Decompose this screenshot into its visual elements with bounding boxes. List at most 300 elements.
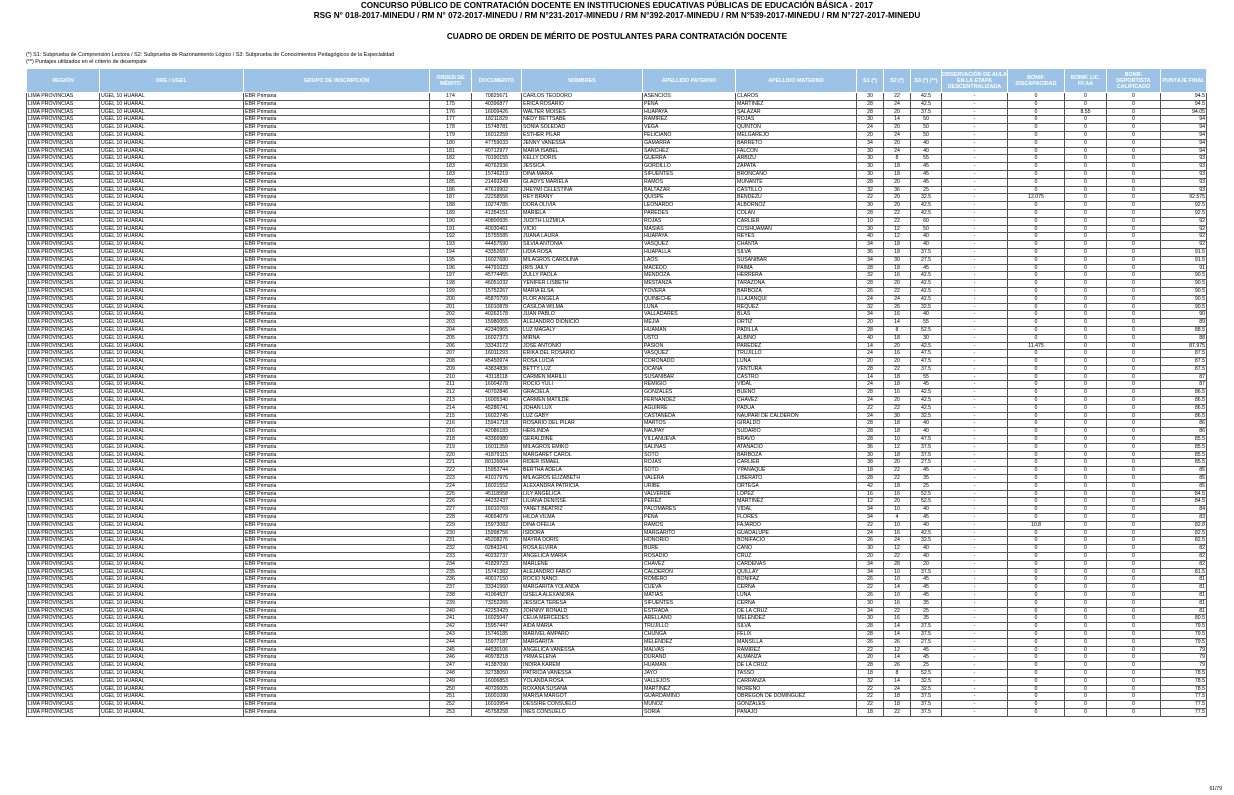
table-row xyxy=(27,693,1207,701)
table-cell: 0 xyxy=(1008,482,1065,490)
table-cell: 0 xyxy=(1008,202,1065,210)
table-cell: - xyxy=(942,295,1008,303)
column-header: DOCUMENTO xyxy=(472,69,522,93)
table-cell: 0 xyxy=(1065,623,1107,631)
table-cell: 0 xyxy=(1008,334,1065,342)
table-cell: PAREDES xyxy=(643,209,736,217)
table-cell: - xyxy=(942,638,1008,646)
table-cell: ORTIZ xyxy=(736,319,857,327)
footnote-subpruebas: (*) S1: Subprueba de Comprensión Lectora / S2: Subprueba de Razonamiento Lógico / S3: Subprueba de Conocimientos Pedagógicos de la Especialidad xyxy=(26,52,395,58)
table-cell: 94 xyxy=(1161,116,1207,124)
table-cell: 41017976 xyxy=(472,475,522,483)
table-cell: CORONADO xyxy=(643,358,736,366)
table-cell: 55 xyxy=(911,373,942,381)
table-cell: 16 xyxy=(884,599,911,607)
table-cell: - xyxy=(942,537,1008,545)
table-cell: 0 xyxy=(1107,108,1161,116)
table-cell: 191 xyxy=(430,225,472,233)
table-cell: 241 xyxy=(430,615,472,623)
table-cell: VASQUEZ xyxy=(643,350,736,358)
table-cell: 0 xyxy=(1107,381,1161,389)
table-cell: 0 xyxy=(1008,365,1065,373)
table-cell: - xyxy=(942,428,1008,436)
table-cell: 82.5 xyxy=(1161,529,1207,537)
table-row xyxy=(27,584,1207,592)
table-cell: 0 xyxy=(1008,319,1065,327)
table-cell: 0 xyxy=(1008,459,1065,467)
table-cell: 92 xyxy=(1161,225,1207,233)
table-cell: 0 xyxy=(1065,506,1107,514)
table-cell: 34 xyxy=(857,560,884,568)
table-cell: EBR Primaria xyxy=(244,654,430,662)
table-cell: 0 xyxy=(1065,553,1107,561)
column-header: BONIF. DEPORTISTA CALIFICADO xyxy=(1107,69,1161,93)
table-cell: 34 xyxy=(857,506,884,514)
column-header: S3 (*) (**) xyxy=(911,69,942,93)
table-cell: VALLADARES xyxy=(643,311,736,319)
table-cell: 20 xyxy=(857,131,884,139)
table-cell: 15741382 xyxy=(472,568,522,576)
table-cell: LIMA PROVINCIAS xyxy=(27,553,100,561)
table-cell: EBR Primaria xyxy=(244,490,430,498)
table-row xyxy=(27,202,1207,210)
table-cell: 34 xyxy=(857,241,884,249)
table-cell: BURE xyxy=(643,545,736,553)
table-cell: 42253429 xyxy=(472,607,522,615)
table-cell: UGEL 10 HUARAL xyxy=(100,373,244,381)
table-cell: 208 xyxy=(430,358,472,366)
table-cell: EBR Primaria xyxy=(244,241,430,249)
table-cell: ALMANZA xyxy=(736,654,857,662)
table-cell: - xyxy=(942,287,1008,295)
table-cell: 30 xyxy=(857,615,884,623)
table-cell: 233 xyxy=(430,553,472,561)
table-cell: SOTO xyxy=(643,467,736,475)
table-cell: LIMA PROVINCIAS xyxy=(27,365,100,373)
table-cell: 0 xyxy=(1107,592,1161,600)
table-cell: 15755585 xyxy=(472,233,522,241)
table-cell: 26 xyxy=(857,287,884,295)
column-header: ORDEN DE MÉRITO xyxy=(430,69,472,93)
table-cell: ESTRADA xyxy=(643,607,736,615)
table-cell: 186 xyxy=(430,186,472,194)
table-cell: EBR Primaria xyxy=(244,194,430,202)
table-cell: 221 xyxy=(430,459,472,467)
table-cell: 87.5 xyxy=(1161,358,1207,366)
column-header: APELLIDO PATERNO xyxy=(643,69,736,93)
table-cell: - xyxy=(942,529,1008,537)
table-cell: CHAVEZ xyxy=(736,397,857,405)
table-cell: 45 xyxy=(911,514,942,522)
table-cell: 0 xyxy=(1008,358,1065,366)
table-cell: UGEL 10 HUARAL xyxy=(100,264,244,272)
table-cell: - xyxy=(942,319,1008,327)
table-cell: 226 xyxy=(430,498,472,506)
table-cell: LIMA PROVINCIAS xyxy=(27,615,100,623)
table-cell: 50 xyxy=(911,124,942,132)
table-cell: UGEL 10 HUARAL xyxy=(100,584,244,592)
table-cell: 0 xyxy=(1065,537,1107,545)
table-cell: UGEL 10 HUARAL xyxy=(100,646,244,654)
table-cell: GIRALDO xyxy=(736,420,857,428)
table-cell: 225 xyxy=(430,490,472,498)
table-cell: LIMA PROVINCIAS xyxy=(27,287,100,295)
table-cell: 70825671 xyxy=(472,93,522,101)
table-cell: - xyxy=(942,576,1008,584)
table-cell: 32 xyxy=(857,303,884,311)
table-cell: 79 xyxy=(1161,654,1207,662)
table-cell: ALEJANDRO DIONICIO xyxy=(522,319,643,327)
table-cell: 28 xyxy=(857,420,884,428)
table-cell: 0 xyxy=(1008,443,1065,451)
table-cell: 214 xyxy=(430,404,472,412)
table-cell: 0 xyxy=(1107,459,1161,467)
table-cell: LIMA PROVINCIAS xyxy=(27,93,100,101)
table-cell: 0 xyxy=(1107,124,1161,132)
table-cell: 0 xyxy=(1008,599,1065,607)
table-cell: 30 xyxy=(857,545,884,553)
table-cell: UGEL 10 HUARAL xyxy=(100,170,244,178)
table-cell: UGEL 10 HUARAL xyxy=(100,319,244,327)
table-cell: 86 xyxy=(1161,428,1207,436)
table-cell: LIMA PROVINCIAS xyxy=(27,459,100,467)
table-cell: 0 xyxy=(1065,404,1107,412)
table-cell: 87.5 xyxy=(1161,350,1207,358)
table-cell: 32 xyxy=(857,677,884,685)
table-row xyxy=(27,630,1207,638)
table-cell: EBR Primaria xyxy=(244,311,430,319)
table-cell: 12 xyxy=(884,545,911,553)
table-cell: 8 xyxy=(884,155,911,163)
table-cell: 228 xyxy=(430,514,472,522)
table-cell: - xyxy=(942,381,1008,389)
table-cell: KELLY DORIS xyxy=(522,155,643,163)
table-cell: EBR Primaria xyxy=(244,233,430,241)
table-cell: LIMA PROVINCIAS xyxy=(27,420,100,428)
table-cell: - xyxy=(942,662,1008,670)
table-cell: 02843241 xyxy=(472,545,522,553)
table-cell: 0 xyxy=(1065,459,1107,467)
table-cell: 40726005 xyxy=(472,685,522,693)
table-cell: 0 xyxy=(1065,334,1107,342)
table-cell: 28 xyxy=(857,108,884,116)
table-row xyxy=(27,272,1207,280)
merit-table xyxy=(26,68,1207,717)
table-cell: 18 xyxy=(884,248,911,256)
table-cell: EBR Primaria xyxy=(244,560,430,568)
table-cell: 12.075 xyxy=(1008,194,1065,202)
table-cell: LIMA PROVINCIAS xyxy=(27,124,100,132)
table-cell: ARELLANO xyxy=(643,615,736,623)
table-cell: REQUEZ xyxy=(736,303,857,311)
table-cell: 86.5 xyxy=(1161,397,1207,405)
table-cell: 244 xyxy=(430,638,472,646)
table-cell: 0 xyxy=(1065,638,1107,646)
table-cell: 20 xyxy=(884,280,911,288)
table-cell: 22 xyxy=(857,693,884,701)
table-cell: MIRNA xyxy=(522,334,643,342)
table-cell: 33343172 xyxy=(472,342,522,350)
table-cell: 36 xyxy=(884,186,911,194)
table-cell: 0 xyxy=(1065,490,1107,498)
table-cell: MARTINEZ xyxy=(643,685,736,693)
table-cell: 90 xyxy=(1161,311,1207,319)
table-cell: VENTURA xyxy=(736,365,857,373)
table-cell: ZAPATA xyxy=(736,163,857,171)
table-cell: 0 xyxy=(1065,287,1107,295)
table-cell: 0 xyxy=(1008,545,1065,553)
column-header: OBSERVACIÓN DE AULA EN LA ETAPA DESCENTRALIZADA xyxy=(942,69,1008,93)
table-cell: 32738050 xyxy=(472,669,522,677)
table-cell: - xyxy=(942,490,1008,498)
table-cell: MARIELA xyxy=(522,209,643,217)
table-cell: 193 xyxy=(430,241,472,249)
table-cell: 235 xyxy=(430,568,472,576)
table-cell: 18 xyxy=(857,669,884,677)
title-line-2: RSG N° 018-2017-MINEDU / RM N° 072-2017-MINEDU / RM N°231-2017-MINEDU / RM N°392-2017-MINEDU / RM N°539-2017-MINEDU / RM N°727-2017-MINEDU xyxy=(313,11,921,20)
table-cell: 0 xyxy=(1008,389,1065,397)
table-cell: 40 xyxy=(911,428,942,436)
table-cell: JUANA LAURA xyxy=(522,233,643,241)
table-cell: MANSILLA xyxy=(736,638,857,646)
table-cell: 52.5 xyxy=(911,490,942,498)
table-cell: UGEL 10 HUARAL xyxy=(100,685,244,693)
table-cell: LIMA PROVINCIAS xyxy=(27,163,100,171)
table-cell: 16010954 xyxy=(472,701,522,709)
table-cell: FAJARDO xyxy=(736,521,857,529)
table-cell: 194 xyxy=(430,248,472,256)
table-cell: LIMA PROVINCIAS xyxy=(27,342,100,350)
table-cell: 0 xyxy=(1107,443,1161,451)
table-cell: 14 xyxy=(857,373,884,381)
table-cell: 30 xyxy=(857,116,884,124)
table-cell: 37.5 xyxy=(911,708,942,716)
table-cell: 47759033 xyxy=(472,139,522,147)
table-cell: 16 xyxy=(884,311,911,319)
table-cell: DE LA CRUZ xyxy=(736,607,857,615)
table-cell: UGEL 10 HUARAL xyxy=(100,654,244,662)
table-cell: LIMA PROVINCIAS xyxy=(27,443,100,451)
table-cell: 0 xyxy=(1008,225,1065,233)
table-cell: EBR Primaria xyxy=(244,482,430,490)
table-cell: 42.5 xyxy=(911,529,942,537)
table-cell: - xyxy=(942,404,1008,412)
table-cell: 0 xyxy=(1065,677,1107,685)
table-cell: 20 xyxy=(884,202,911,210)
table-cell: MARTINEZ xyxy=(736,498,857,506)
table-cell: 0 xyxy=(1065,654,1107,662)
table-cell: YOLANDA ROSA xyxy=(522,677,643,685)
table-cell: LIMA PROVINCIAS xyxy=(27,568,100,576)
table-cell: 16009426 xyxy=(472,108,522,116)
table-cell: 216 xyxy=(430,428,472,436)
table-row xyxy=(27,459,1207,467)
table-cell: 20 xyxy=(911,560,942,568)
table-cell: LIMA PROVINCIAS xyxy=(27,358,100,366)
table-cell: 32.5 xyxy=(911,537,942,545)
table-cell: UGEL 10 HUARAL xyxy=(100,521,244,529)
table-cell: 22 xyxy=(884,93,911,101)
table-cell: EBR Primaria xyxy=(244,467,430,475)
table-cell: 15977187 xyxy=(472,638,522,646)
table-row xyxy=(27,225,1207,233)
table-cell: UGEL 10 HUARAL xyxy=(100,217,244,225)
table-cell: 94 xyxy=(1161,131,1207,139)
table-cell: SALINAS xyxy=(643,443,736,451)
table-cell: QUINTON xyxy=(736,124,857,132)
column-header: BONIF. DISCAPACIDAD xyxy=(1008,69,1065,93)
table-cell: 86.5 xyxy=(1161,389,1207,397)
table-cell: JESSICA xyxy=(522,163,643,171)
table-cell: - xyxy=(942,701,1008,709)
table-cell: SUSANIBAR xyxy=(736,256,857,264)
table-cell: EBR Primaria xyxy=(244,451,430,459)
table-cell: 183 xyxy=(430,163,472,171)
table-cell: 0 xyxy=(1107,358,1161,366)
table-cell: MARISA MARGOT xyxy=(522,693,643,701)
table-cell: 79 xyxy=(1161,646,1207,654)
table-cell: 0 xyxy=(1065,545,1107,553)
table-cell: 85.5 xyxy=(1161,443,1207,451)
table-cell: 0 xyxy=(1008,124,1065,132)
table-cell: UGEL 10 HUARAL xyxy=(100,131,244,139)
table-cell: 18 xyxy=(857,708,884,716)
table-cell: 30 xyxy=(857,202,884,210)
table-cell: 80.5 xyxy=(1161,615,1207,623)
table-cell: 0 xyxy=(1065,397,1107,405)
table-cell: UGEL 10 HUARAL xyxy=(100,342,244,350)
table-cell: CALDERON xyxy=(643,568,736,576)
table-cell: 202 xyxy=(430,311,472,319)
table-cell: 40396877 xyxy=(472,100,522,108)
table-cell: EBR Primaria xyxy=(244,537,430,545)
table-cell: ORTEGA xyxy=(736,482,857,490)
table-cell: EBR Primaria xyxy=(244,662,430,670)
table-cell: CELIA MERCEDES xyxy=(522,615,643,623)
table-cell: 79.5 xyxy=(1161,623,1207,631)
table-cell: UGEL 10 HUARAL xyxy=(100,669,244,677)
table-row xyxy=(27,568,1207,576)
table-cell: LIMA PROVINCIAS xyxy=(27,131,100,139)
table-cell: 42.5 xyxy=(911,100,942,108)
table-cell: 209 xyxy=(430,365,472,373)
table-cell: UGEL 10 HUARAL xyxy=(100,592,244,600)
table-cell: 216 xyxy=(430,420,472,428)
table-cell: JAYO xyxy=(643,669,736,677)
table-cell: 0 xyxy=(1065,498,1107,506)
table-cell: 0 xyxy=(1008,303,1065,311)
table-cell: 55 xyxy=(911,319,942,327)
table-cell: 47619902 xyxy=(472,186,522,194)
table-cell: 0 xyxy=(1008,560,1065,568)
table-cell: 94.5 xyxy=(1161,93,1207,101)
table-cell: 0 xyxy=(1107,568,1161,576)
table-cell: 0 xyxy=(1107,295,1161,303)
table-cell: EBR Primaria xyxy=(244,272,430,280)
table-cell: LIMA PROVINCIAS xyxy=(27,436,100,444)
table-cell: EBR Primaria xyxy=(244,186,430,194)
table-cell: TRUJILLO xyxy=(736,350,857,358)
table-cell: 16 xyxy=(884,615,911,623)
table-cell: 40 xyxy=(911,545,942,553)
table-cell: 8.55 xyxy=(1065,108,1107,116)
table-cell: 231 xyxy=(430,537,472,545)
table-cell: 82 xyxy=(1161,560,1207,568)
table-cell: 28 xyxy=(857,280,884,288)
table-cell: CRUZ xyxy=(736,553,857,561)
page-number: 61/79 xyxy=(1209,786,1222,792)
table-cell: BARRETO xyxy=(736,139,857,147)
table-cell: 16027373 xyxy=(472,334,522,342)
table-cell: 0 xyxy=(1008,280,1065,288)
table-cell: LIMA PROVINCIAS xyxy=(27,638,100,646)
table-row xyxy=(27,498,1207,506)
table-cell: LIMA PROVINCIAS xyxy=(27,155,100,163)
table-cell: 0 xyxy=(1008,576,1065,584)
table-cell: 0 xyxy=(1107,521,1161,529)
table-cell: 22258556 xyxy=(472,194,522,202)
table-cell: 0 xyxy=(1107,241,1161,249)
table-cell: PANAJO xyxy=(736,708,857,716)
table-cell: - xyxy=(942,311,1008,319)
table-cell: 188 xyxy=(430,202,472,210)
table-cell: 40 xyxy=(911,241,942,249)
table-cell: UGEL 10 HUARAL xyxy=(100,475,244,483)
table-cell: 11.475 xyxy=(1008,342,1065,350)
table-cell: 0 xyxy=(1065,669,1107,677)
table-cell: ASENCIOS xyxy=(643,93,736,101)
table-cell: - xyxy=(942,521,1008,529)
table-cell: MARGARITO xyxy=(643,529,736,537)
table-cell: 227 xyxy=(430,506,472,514)
table-cell: - xyxy=(942,443,1008,451)
table-cell: 84.5 xyxy=(1161,490,1207,498)
table-cell: HERRERA xyxy=(736,272,857,280)
table-cell: 174 xyxy=(430,93,472,101)
table-row xyxy=(27,358,1207,366)
table-cell: 81 xyxy=(1161,607,1207,615)
table-row xyxy=(27,576,1207,584)
table-cell: 90.5 xyxy=(1161,287,1207,295)
table-cell: PAREDEZ xyxy=(736,342,857,350)
table-cell: 78.5 xyxy=(1161,677,1207,685)
table-row xyxy=(27,178,1207,186)
table-cell: 30 xyxy=(911,334,942,342)
table-cell: UGEL 10 HUARAL xyxy=(100,701,244,709)
table-cell: 0 xyxy=(1107,467,1161,475)
table-cell: MARIA ISABEL xyxy=(522,147,643,155)
table-cell: 10 xyxy=(884,568,911,576)
table-cell: 20 xyxy=(884,178,911,186)
table-cell: 0 xyxy=(1008,708,1065,716)
table-cell: 28 xyxy=(857,436,884,444)
table-cell: DINA OFELIA xyxy=(522,521,643,529)
table-cell: 0 xyxy=(1107,685,1161,693)
table-cell: AIDA MARIA xyxy=(522,623,643,631)
table-cell: MARGARITA YOLANDA xyxy=(522,584,643,592)
table-cell: 240 xyxy=(430,607,472,615)
table-cell: 36 xyxy=(857,248,884,256)
table-cell: 34 xyxy=(857,568,884,576)
table-cell: MACEDO xyxy=(643,264,736,272)
table-cell: 0 xyxy=(1008,537,1065,545)
table-cell: - xyxy=(942,412,1008,420)
table-cell: RAMOS xyxy=(643,178,736,186)
table-cell: 12 xyxy=(884,233,911,241)
table-cell: 24 xyxy=(857,397,884,405)
table-cell: 24 xyxy=(857,412,884,420)
table-cell: 249 xyxy=(430,677,472,685)
